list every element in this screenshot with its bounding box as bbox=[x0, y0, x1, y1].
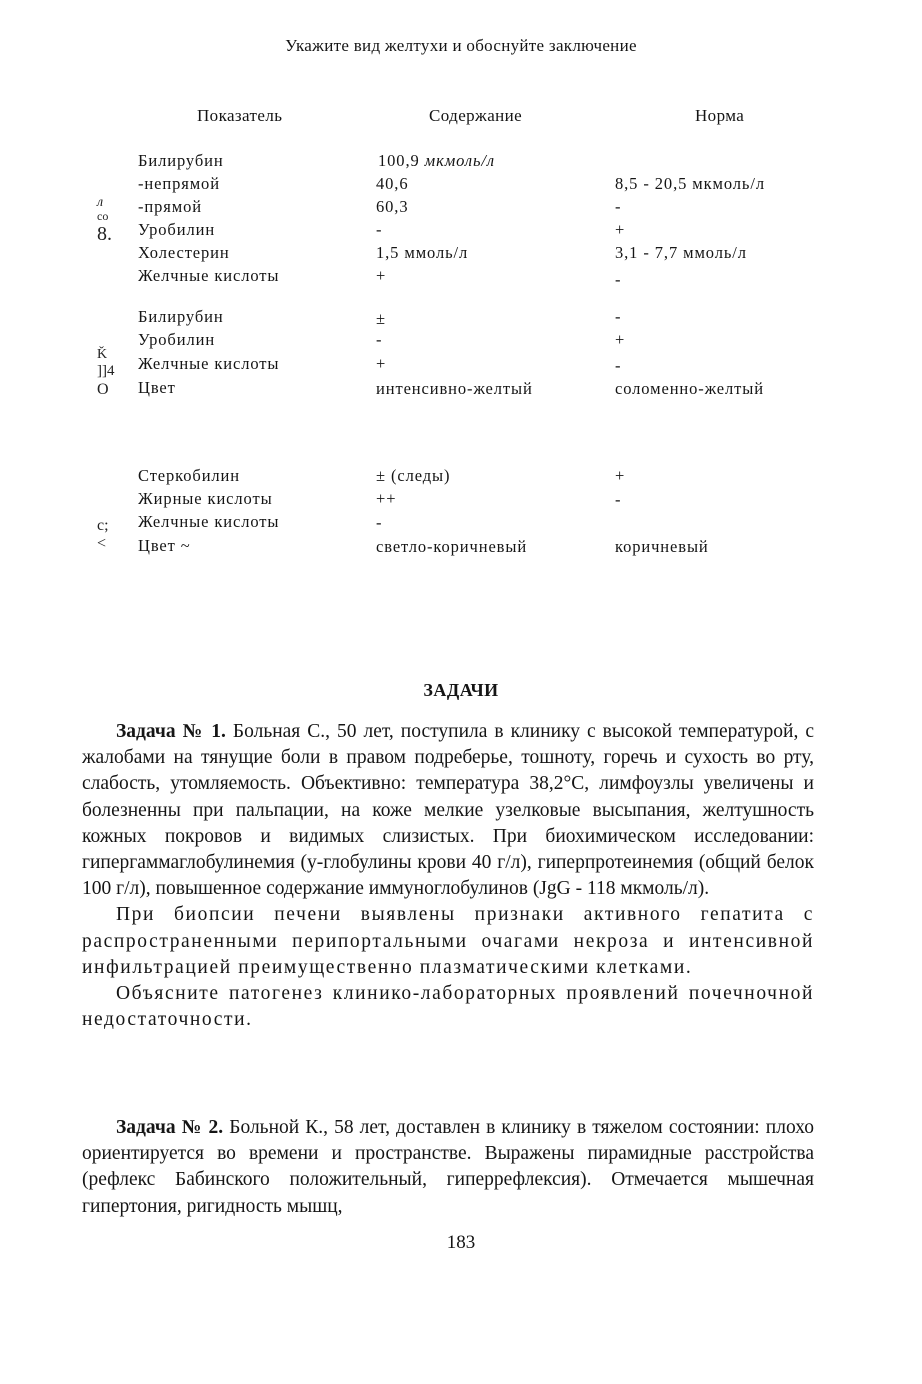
task-1-paragraph: Задача № 1. Больная С., 50 лет, поступила в клинику с высокой температурой, с жалобами на тянущие боли в правом подреберье, тошноту, горечь и сухость во рту, слабость, утомляемость. Объективно: температура 38,2°С, лимфоузлы увеличены и болезненны при пальпации, на коже мелкие узелковые высыпания, желтушность кожных покровов и видимых слизистых. При биохимическом исследовании: гипергаммаглобулинемия (у-глобулины крови 40 г/л), гиперпротеинемия (общий белок 100 г/л), повышенное содержание иммуноглобулинов (JgG - 118 мкмоль/л). bbox=[82, 721, 814, 900]
column-header-content: Содержание bbox=[429, 106, 523, 125]
indicator-name: Желчные кислоты bbox=[138, 266, 280, 285]
indicator-name: Билирубин bbox=[138, 307, 224, 326]
side-label-blood: 8. bbox=[97, 223, 112, 245]
side-label-blood: со bbox=[97, 209, 109, 223]
task-1-paragraph: При биопсии печени выявлены признаки активного гепатита с распространенными перипортальными очагами некроза и интенсивной инфильтрацией преимущественно плазматическими клетками. bbox=[82, 904, 814, 978]
indicator-value: - bbox=[376, 220, 383, 239]
indicator-norm: - bbox=[615, 197, 622, 216]
section-title: ЗАДАЧИ bbox=[423, 680, 499, 700]
indicator-value: - bbox=[376, 330, 383, 349]
indicator-value: ++ bbox=[376, 489, 397, 508]
task-1-label: Задача № 1. bbox=[116, 721, 226, 742]
side-label-urine: ]]4 bbox=[97, 363, 115, 379]
indicator-norm: 8,5 - 20,5 мкмоль/л bbox=[615, 174, 765, 193]
indicator-name: -непрямой bbox=[138, 174, 220, 193]
indicator-name: Цвет bbox=[138, 378, 176, 397]
column-header-indicator: Показатель bbox=[197, 106, 283, 125]
indicator-norm: коричневый bbox=[615, 537, 709, 556]
task-2-paragraph: Задача № 2. Больной К., 58 лет, доставлен в клинику в тяжелом состоянии: плохо ориентируется во времени и пространстве. Выражены пирамидные расстройства (рефлекс Бабинского положительный, гиперрефлексия). Отмечается мышечная гипертония, ригидность мышц, bbox=[82, 1117, 814, 1217]
indicator-value: 40,6 bbox=[376, 174, 409, 193]
indicator-name: Билирубин bbox=[138, 151, 224, 170]
indicator-norm: - bbox=[615, 307, 622, 326]
indicator-norm: - bbox=[615, 356, 622, 375]
indicator-norm: + bbox=[615, 220, 626, 239]
task-2-label: Задача № 2. bbox=[116, 1117, 224, 1138]
indicator-norm: + bbox=[615, 466, 626, 485]
indicator-name: -прямой bbox=[138, 197, 202, 216]
task-2 bbox=[82, 1115, 814, 1220]
indicator-name: Стеркобилин bbox=[138, 466, 241, 485]
indicator-value: - bbox=[376, 513, 383, 532]
indicator-value: + bbox=[376, 266, 387, 285]
indicator-name: Холестерин bbox=[138, 243, 230, 262]
side-label-blood: л bbox=[97, 195, 104, 210]
page-number: 183 bbox=[446, 1232, 476, 1253]
side-label-urine: О bbox=[97, 381, 109, 398]
indicator-value: + bbox=[376, 354, 387, 373]
indicator-value: ± (следы) bbox=[376, 466, 451, 485]
indicator-value: светло-коричневый bbox=[376, 537, 528, 556]
side-label-urine: Ǩ bbox=[97, 347, 108, 362]
indicator-norm: - bbox=[615, 270, 622, 289]
indicator-value: 60,3 bbox=[376, 197, 409, 216]
indicator-value: интенсивно-желтый bbox=[376, 379, 533, 398]
indicator-name: Уробилин bbox=[138, 330, 216, 349]
indicator-name: Желчные кислоты bbox=[138, 512, 280, 531]
indicator-name: Цвет ~ bbox=[138, 536, 191, 555]
indicator-norm: + bbox=[615, 330, 626, 349]
column-header-norm: Норма bbox=[695, 106, 745, 125]
side-label-feces: с; bbox=[97, 517, 109, 534]
indicator-value: ± bbox=[376, 309, 386, 328]
task-1 bbox=[82, 719, 814, 1033]
page-heading: Укажите вид желтухи и обоснуйте заключение bbox=[285, 36, 637, 55]
indicator-name: Желчные кислоты bbox=[138, 354, 280, 373]
indicator-norm: соломенно-желтый bbox=[615, 379, 764, 398]
indicator-name: Жирные кислоты bbox=[138, 489, 273, 508]
indicator-value: 100,9 мкмоль/л bbox=[378, 151, 495, 170]
indicator-norm: 3,1 - 7,7 ммоль/л bbox=[615, 243, 747, 262]
indicator-name: Уробилин bbox=[138, 220, 216, 239]
task-1-paragraph: Объясните патогенез клинико-лабораторных проявлений почечночной недостаточности. bbox=[82, 983, 814, 1031]
indicator-norm: - bbox=[615, 490, 622, 509]
side-label-feces: < bbox=[97, 535, 107, 552]
indicator-value: 1,5 ммоль/л bbox=[376, 243, 469, 262]
